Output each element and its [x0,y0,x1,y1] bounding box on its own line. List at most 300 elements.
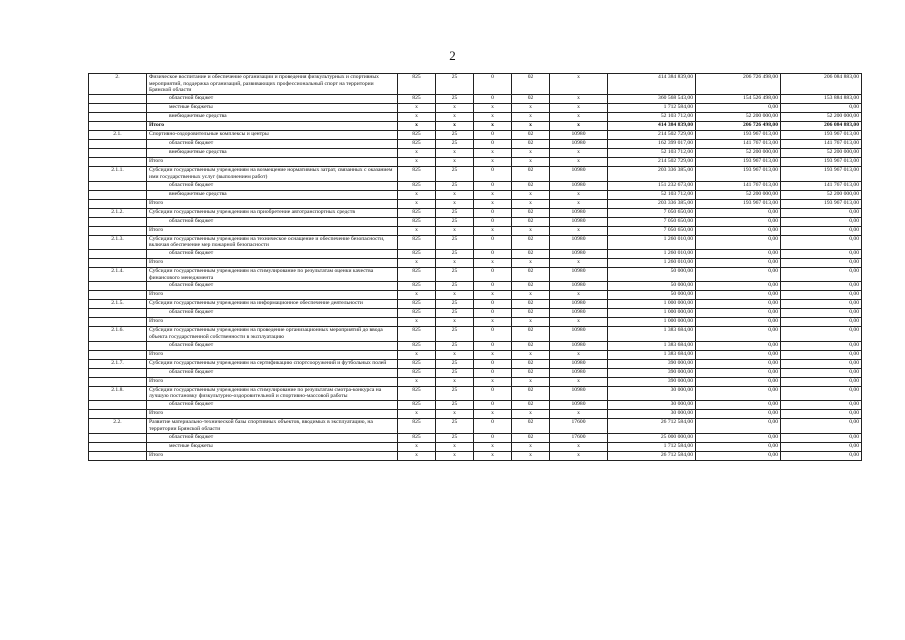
row-number [89,410,147,419]
amount-year-2: 0,00 [696,410,781,419]
code-event: x [512,377,550,386]
code-direction: x [550,350,608,359]
table-row [89,235,862,249]
code-subprogram: x [474,226,512,235]
code-direction: x [550,104,608,113]
table-row [89,433,862,442]
code-ministry: x [398,122,436,131]
amount-year-3: 0,00 [781,419,862,433]
row-name: Итого [147,122,398,131]
amount-year-2: 154 526 498,00 [696,95,781,104]
code-direction: 10980 [550,267,608,281]
code-program: x [436,113,474,122]
code-event: 02 [512,368,550,377]
code-direction: 10980 [550,208,608,217]
code-program: 25 [436,341,474,350]
code-direction: x [550,377,608,386]
code-subprogram: x [474,318,512,327]
table-row [89,158,862,167]
code-ministry: x [398,291,436,300]
row-name: внебюджетные средства [147,113,398,122]
code-subprogram: 0 [474,386,512,400]
row-name: Субсидии государственным учреждениям на приобретение автотранспортных средств [147,208,398,217]
code-event: x [512,199,550,208]
row-number [89,104,147,113]
code-event: 02 [512,249,550,258]
code-ministry: x [398,377,436,386]
code-subprogram: 0 [474,249,512,258]
amount-year-3: 141 767 013,00 [781,140,862,149]
amount-year-3: 0,00 [781,226,862,235]
amount-year-1: 30 000,00 [608,401,696,410]
amount-year-2: 52 200 000,00 [696,149,781,158]
amount-year-1: 1 000 000,00 [608,309,696,318]
amount-year-1: 7 050 650,00 [608,226,696,235]
code-ministry: 825 [398,419,436,433]
row-name: областной бюджет [147,433,398,442]
code-event: 02 [512,386,550,400]
code-program: 25 [436,140,474,149]
amount-year-1: 414 384 839,00 [608,74,696,95]
code-event: 02 [512,401,550,410]
amount-year-1: 26 712 584,00 [608,451,696,460]
amount-year-1: 52 103 712,00 [608,113,696,122]
code-ministry: x [398,190,436,199]
amount-year-1: 1 383 684,00 [608,350,696,359]
row-number [89,190,147,199]
table-row [89,451,862,460]
code-ministry: 825 [398,208,436,217]
amount-year-3: 193 967 013,00 [781,131,862,140]
table-row [89,140,862,149]
amount-year-3: 193 967 013,00 [781,199,862,208]
code-ministry: 825 [398,140,436,149]
amount-year-2: 0,00 [696,249,781,258]
row-name: областной бюджет [147,249,398,258]
row-number [89,291,147,300]
amount-year-2: 0,00 [696,359,781,368]
code-ministry: 825 [398,309,436,318]
amount-year-2: 0,00 [696,104,781,113]
amount-year-1: 360 568 543,00 [608,95,696,104]
table-row [89,249,862,258]
row-number [89,282,147,291]
row-number [89,401,147,410]
code-subprogram: 0 [474,140,512,149]
code-program: x [436,377,474,386]
code-subprogram: 0 [474,208,512,217]
amount-year-2: 0,00 [696,451,781,460]
amount-year-2: 0,00 [696,235,781,249]
code-ministry: 825 [398,401,436,410]
code-event: 02 [512,327,550,341]
code-ministry: x [398,451,436,460]
row-number [89,309,147,318]
code-ministry: 825 [398,249,436,258]
table-row [89,327,862,341]
table-row [89,282,862,291]
amount-year-2: 0,00 [696,309,781,318]
amount-year-3: 0,00 [781,341,862,350]
row-name: Итого [147,451,398,460]
code-subprogram: x [474,410,512,419]
table-row [89,226,862,235]
amount-year-3: 0,00 [781,327,862,341]
row-number [89,258,147,267]
code-program: 25 [436,309,474,318]
row-name: Итого [147,199,398,208]
code-ministry: x [398,442,436,451]
row-number [89,140,147,149]
row-number: 2.1. [89,131,147,140]
table-row [89,74,862,95]
amount-year-1: 1 712 584,00 [608,442,696,451]
row-name: местные бюджеты [147,104,398,113]
row-number: 2.2. [89,419,147,433]
row-number [89,249,147,258]
row-name: Субсидии государственным учреждениям на сертификацию спортсооружений и футбольных полей [147,359,398,368]
code-subprogram: x [474,199,512,208]
budget-table-body [89,74,862,461]
code-ministry: 825 [398,167,436,181]
amount-year-3: 52 200 000,00 [781,113,862,122]
amount-year-3: 206 084 883,00 [781,122,862,131]
code-direction: 10980 [550,140,608,149]
amount-year-1: 26 712 584,00 [608,419,696,433]
row-name: Физическое воспитание и обеспечение организации и проведения физкультурных и спортивных мероприятий, поддержка организаций, развивающих профессиональный спорт на территории Брянской области [147,74,398,95]
row-name: Итого [147,410,398,419]
amount-year-2: 0,00 [696,386,781,400]
row-number: 2.1.7. [89,359,147,368]
code-direction: 10980 [550,300,608,309]
amount-year-3: 0,00 [781,386,862,400]
row-name: областной бюджет [147,309,398,318]
row-name: Спортивно-оздоровительные комплексы и центры [147,131,398,140]
code-direction: x [550,149,608,158]
code-event: x [512,350,550,359]
amount-year-3: 0,00 [781,350,862,359]
budget-table [88,73,862,461]
table-row [89,300,862,309]
code-direction: 10980 [550,249,608,258]
code-ministry: 825 [398,327,436,341]
code-event: x [512,410,550,419]
table-row [89,341,862,350]
table-row [89,401,862,410]
row-number: 2.1.4. [89,267,147,281]
code-direction: x [550,158,608,167]
code-event: 02 [512,309,550,318]
code-event: 02 [512,74,550,95]
row-name: областной бюджет [147,140,398,149]
code-subprogram: 0 [474,419,512,433]
code-ministry: x [398,410,436,419]
row-number: 2.1.8. [89,386,147,400]
amount-year-1: 7 050 650,00 [608,208,696,217]
code-program: 25 [436,95,474,104]
amount-year-3: 0,00 [781,318,862,327]
row-number [89,181,147,190]
amount-year-2: 0,00 [696,282,781,291]
amount-year-1: 1 383 684,00 [608,341,696,350]
amount-year-3: 0,00 [781,104,862,113]
code-program: 25 [436,131,474,140]
row-number [89,199,147,208]
row-name: Итого [147,318,398,327]
code-program: x [436,104,474,113]
row-number: 2. [89,74,147,95]
amount-year-2: 193 967 013,00 [696,167,781,181]
amount-year-1: 390 000,00 [608,377,696,386]
code-event: x [512,113,550,122]
code-program: 25 [436,359,474,368]
code-direction: x [550,451,608,460]
amount-year-3: 52 200 000,00 [781,190,862,199]
row-name: Итого [147,258,398,267]
code-subprogram: x [474,350,512,359]
amount-year-1: 151 232 673,00 [608,181,696,190]
row-name: Итого [147,377,398,386]
amount-year-2: 206 726 498,00 [696,74,781,95]
code-direction: 10980 [550,235,608,249]
row-name: областной бюджет [147,95,398,104]
code-program: x [436,199,474,208]
row-number [89,95,147,104]
row-number: 2.1.2. [89,208,147,217]
amount-year-1: 50 000,00 [608,282,696,291]
amount-year-2: 0,00 [696,318,781,327]
row-number [89,318,147,327]
amount-year-3: 0,00 [781,267,862,281]
code-program: 25 [436,181,474,190]
amount-year-3: 0,00 [781,235,862,249]
row-number [89,341,147,350]
amount-year-3: 0,00 [781,442,862,451]
code-event: 02 [512,95,550,104]
code-direction: x [550,442,608,451]
amount-year-1: 52 103 712,00 [608,149,696,158]
code-program: 25 [436,419,474,433]
code-event: 02 [512,341,550,350]
code-program: 25 [436,401,474,410]
code-direction: 10980 [550,327,608,341]
code-subprogram: 0 [474,235,512,249]
code-program: x [436,190,474,199]
code-direction: 10980 [550,359,608,368]
table-row [89,318,862,327]
code-program: 25 [436,167,474,181]
code-direction: 10980 [550,341,608,350]
code-event: 02 [512,131,550,140]
amount-year-3: 0,00 [781,433,862,442]
amount-year-2: 0,00 [696,291,781,300]
amount-year-2: 0,00 [696,226,781,235]
table-row [89,208,862,217]
amount-year-1: 7 050 650,00 [608,217,696,226]
amount-year-1: 390 000,00 [608,359,696,368]
table-row [89,442,862,451]
code-ministry: x [398,350,436,359]
table-row [89,181,862,190]
row-number [89,377,147,386]
amount-year-3: 0,00 [781,368,862,377]
code-program: x [436,451,474,460]
code-direction: 17600 [550,419,608,433]
amount-year-3: 0,00 [781,377,862,386]
amount-year-1: 203 336 385,00 [608,199,696,208]
code-subprogram: x [474,377,512,386]
row-name: Субсидии государственным учреждениям на техническое оснащение и обеспечение безопасности, включая обеспечение мер пожарной безопасности [147,235,398,249]
code-direction: 10980 [550,217,608,226]
amount-year-3: 0,00 [781,291,862,300]
amount-year-2: 0,00 [696,341,781,350]
code-event: x [512,122,550,131]
code-direction: x [550,95,608,104]
amount-year-2: 0,00 [696,300,781,309]
table-row [89,149,862,158]
code-program: x [436,410,474,419]
code-subprogram: 0 [474,341,512,350]
row-name: Итого [147,291,398,300]
amount-year-2: 0,00 [696,419,781,433]
row-number: 2.1.1. [89,167,147,181]
row-number [89,158,147,167]
table-row [89,359,862,368]
code-program: x [436,258,474,267]
code-direction: 10980 [550,167,608,181]
code-subprogram: 0 [474,95,512,104]
code-ministry: 825 [398,217,436,226]
code-event: x [512,190,550,199]
table-row [89,104,862,113]
row-name: Развитие материально-технической базы спортивных объектов, вводимых в эксплуатацию, на территории Брянской области [147,419,398,433]
code-ministry: 825 [398,95,436,104]
code-event: 02 [512,140,550,149]
code-direction: 10980 [550,181,608,190]
amount-year-3: 0,00 [781,359,862,368]
table-row [89,377,862,386]
code-direction: x [550,190,608,199]
amount-year-1: 50 000,00 [608,291,696,300]
code-program: 25 [436,74,474,95]
code-subprogram: 0 [474,300,512,309]
row-name: Субсидии государственным учреждениям на проведение организационных мероприятий до ввода объекта государственной собственности в эксплуатацию [147,327,398,341]
amount-year-3: 0,00 [781,410,862,419]
amount-year-2: 0,00 [696,208,781,217]
code-event: x [512,318,550,327]
code-event: 02 [512,235,550,249]
code-program: x [436,149,474,158]
row-number [89,149,147,158]
amount-year-1: 1 000 000,00 [608,318,696,327]
row-name: Итого [147,158,398,167]
code-event: x [512,442,550,451]
row-number [89,442,147,451]
row-number [89,433,147,442]
code-direction: 10980 [550,368,608,377]
table-row [89,199,862,208]
code-ministry: 825 [398,181,436,190]
amount-year-2: 0,00 [696,368,781,377]
code-event: 02 [512,282,550,291]
amount-year-2: 0,00 [696,327,781,341]
code-ministry: 825 [398,341,436,350]
code-event: x [512,149,550,158]
table-row [89,167,862,181]
code-ministry: 825 [398,282,436,291]
code-subprogram: x [474,104,512,113]
code-program: 25 [436,235,474,249]
code-ministry: 825 [398,359,436,368]
amount-year-3: 0,00 [781,258,862,267]
code-program: 25 [436,386,474,400]
amount-year-2: 0,00 [696,350,781,359]
amount-year-3: 52 200 000,00 [781,149,862,158]
row-name: внебюджетные средства [147,190,398,199]
row-number [89,451,147,460]
code-ministry: x [398,199,436,208]
code-program: 25 [436,208,474,217]
amount-year-2: 141 767 013,00 [696,140,781,149]
amount-year-2: 52 200 000,00 [696,190,781,199]
code-ministry: x [398,149,436,158]
amount-year-2: 0,00 [696,217,781,226]
row-name: областной бюджет [147,341,398,350]
code-ministry: x [398,318,436,327]
code-subprogram: 0 [474,401,512,410]
page-number: 2 [449,48,456,63]
amount-year-2: 206 726 498,00 [696,122,781,131]
code-program: x [436,122,474,131]
code-ministry: 825 [398,433,436,442]
row-name: областной бюджет [147,401,398,410]
row-name: Субсидии государственным учреждениям на стимулирование по результатам смотра-конкурса на лучшую постановку физкультурно-оздоровительной и спортивно-массовой работы [147,386,398,400]
row-number [89,226,147,235]
code-direction: x [550,410,608,419]
code-ministry: 825 [398,267,436,281]
amount-year-1: 1 712 584,00 [608,104,696,113]
amount-year-3: 193 967 013,00 [781,167,862,181]
amount-year-2: 0,00 [696,258,781,267]
amount-year-1: 414 384 839,00 [608,122,696,131]
row-name: Субсидии государственным учреждениям на стимулирование по результатам оценки качества финансового менеджмента [147,267,398,281]
code-program: x [436,318,474,327]
code-direction: x [550,74,608,95]
amount-year-1: 1 260 010,00 [608,235,696,249]
amount-year-2: 193 967 013,00 [696,158,781,167]
amount-year-3: 0,00 [781,249,862,258]
table-row [89,309,862,318]
row-number: 2.1.5. [89,300,147,309]
code-ministry: x [398,113,436,122]
code-direction: 17600 [550,433,608,442]
amount-year-2: 0,00 [696,267,781,281]
code-ministry: 825 [398,74,436,95]
table-row [89,122,862,131]
code-event: 02 [512,359,550,368]
amount-year-1: 1 260 010,00 [608,258,696,267]
code-subprogram: x [474,451,512,460]
code-event: 02 [512,208,550,217]
code-ministry: 825 [398,368,436,377]
amount-year-1: 30 000,00 [608,410,696,419]
code-subprogram: 0 [474,368,512,377]
amount-year-1: 52 103 712,00 [608,190,696,199]
row-name: внебюджетные средства [147,149,398,158]
code-program: x [436,350,474,359]
code-subprogram: 0 [474,267,512,281]
amount-year-2: 141 767 013,00 [696,181,781,190]
